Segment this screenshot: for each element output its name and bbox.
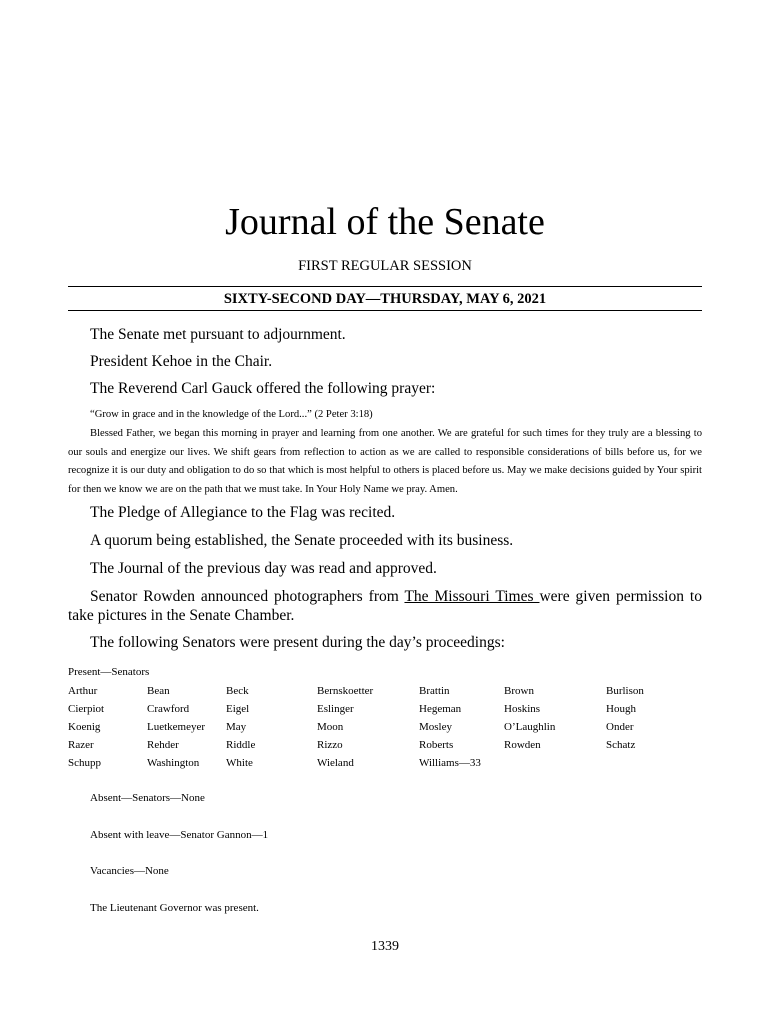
senator-name: May [226,721,247,733]
roster-row [68,682,708,700]
session-label: FIRST REGULAR SESSION [298,258,472,274]
prayer-intro-paragraph: The Reverend Carl Gauck offered the following prayer: [90,380,436,397]
adjournment-paragraph: The Senate met pursuant to adjournment. [90,326,346,343]
senator-name: Eslinger [317,703,354,715]
roster-row [68,700,708,718]
day-heading: SIXTY-SECOND DAY—THURSDAY, MAY 6, 2021 [223,291,547,307]
senator-name: Beck [226,685,249,697]
senator-name: Rehder [147,739,179,751]
present-intro-paragraph: The following Senators were present during the day’s proceedings: [90,634,505,651]
senator-name: Luetkemeyer [147,721,206,733]
senator-name: Roberts [419,739,454,751]
roster-row [68,736,708,754]
senator-name: Hegeman [419,703,462,715]
missouri-times-name: The Missouri Times [404,588,540,605]
roster-row [68,718,708,736]
prayer-body: Blessed Father, we began this morning in prayer and learning from one another. We are grateful for such times for they truly are a blessing to our souls and energize our lives. We shift gears from reflection to action as we are called to responsible considerations of bills before us, for we recognize it is our duty and obligation to do so that which is most helpful to others is placed before us. May we make decisions guided by Your spirit for then we know we are on the path that we must take. In Your Holy Name we pray. Amen. [68,428,702,495]
senator-name: Razer [68,739,94,751]
senator-name: Washington [147,757,200,769]
chair-paragraph: President Kehoe in the Chair. [90,353,273,370]
senator-name: Arthur [68,685,98,697]
senator-name: Schatz [606,739,636,751]
senator-name: Eigel [226,703,250,715]
heading-rule-bottom [68,310,702,311]
photographers-text-after: were given permission to take pictures in the Senate Chamber. [68,588,702,624]
senator-name: Cierpiot [68,703,105,715]
senator-name: Riddle [226,739,256,751]
senator-name: Onder [606,721,634,733]
senator-name: Crawford [147,703,190,715]
senator-name: Rizzo [317,739,343,751]
senator-name: Bean [147,685,170,697]
senator-name: Koenig [68,721,101,733]
heading-rule-top [68,286,702,287]
senator-name: Brattin [419,685,450,697]
senator-name: Hoskins [504,703,541,715]
senator-name: Moon [317,721,344,733]
senator-name: Bernskoetter [317,685,374,697]
absent-note: Absent—Senators—None [90,792,205,804]
senator-name: Hough [606,703,636,715]
page-number: 1339 [371,939,399,954]
pledge-paragraph: The Pledge of Allegiance to the Flag was recited. [90,504,396,521]
quorum-paragraph: A quorum being established, the Senate proceeded with its business. [90,532,514,549]
lieutenant-governor-note: The Lieutenant Governor was present. [90,902,259,914]
journal-title: Journal of the Senate [225,201,545,243]
present-label: Present—Senators [68,666,150,678]
senator-name: Schupp [68,757,101,769]
senator-name: Burlison [606,685,644,697]
prayer-verse: “Grow in grace and in the knowledge of the Lord...” (2 Peter 3:18) [90,409,373,420]
photographers-text-before: Senator Rowden announced photographers from [90,588,405,605]
photographers-paragraph [68,587,702,625]
senator-name: Wieland [317,757,354,769]
senator-roster [68,682,708,772]
senator-name: Williams—33 [419,757,481,769]
journal-approved-paragraph: The Journal of the previous day was read and approved. [90,560,437,577]
senator-name: Brown [504,685,534,697]
roster-row [68,754,708,772]
senator-name: Mosley [419,721,452,733]
senator-name: O’Laughlin [504,721,556,733]
senator-name: White [226,757,253,769]
senator-name: Rowden [504,739,541,751]
vacancies-note: Vacancies—None [90,865,169,877]
absent-with-leave-note: Absent with leave—Senator Gannon—1 [90,829,269,841]
